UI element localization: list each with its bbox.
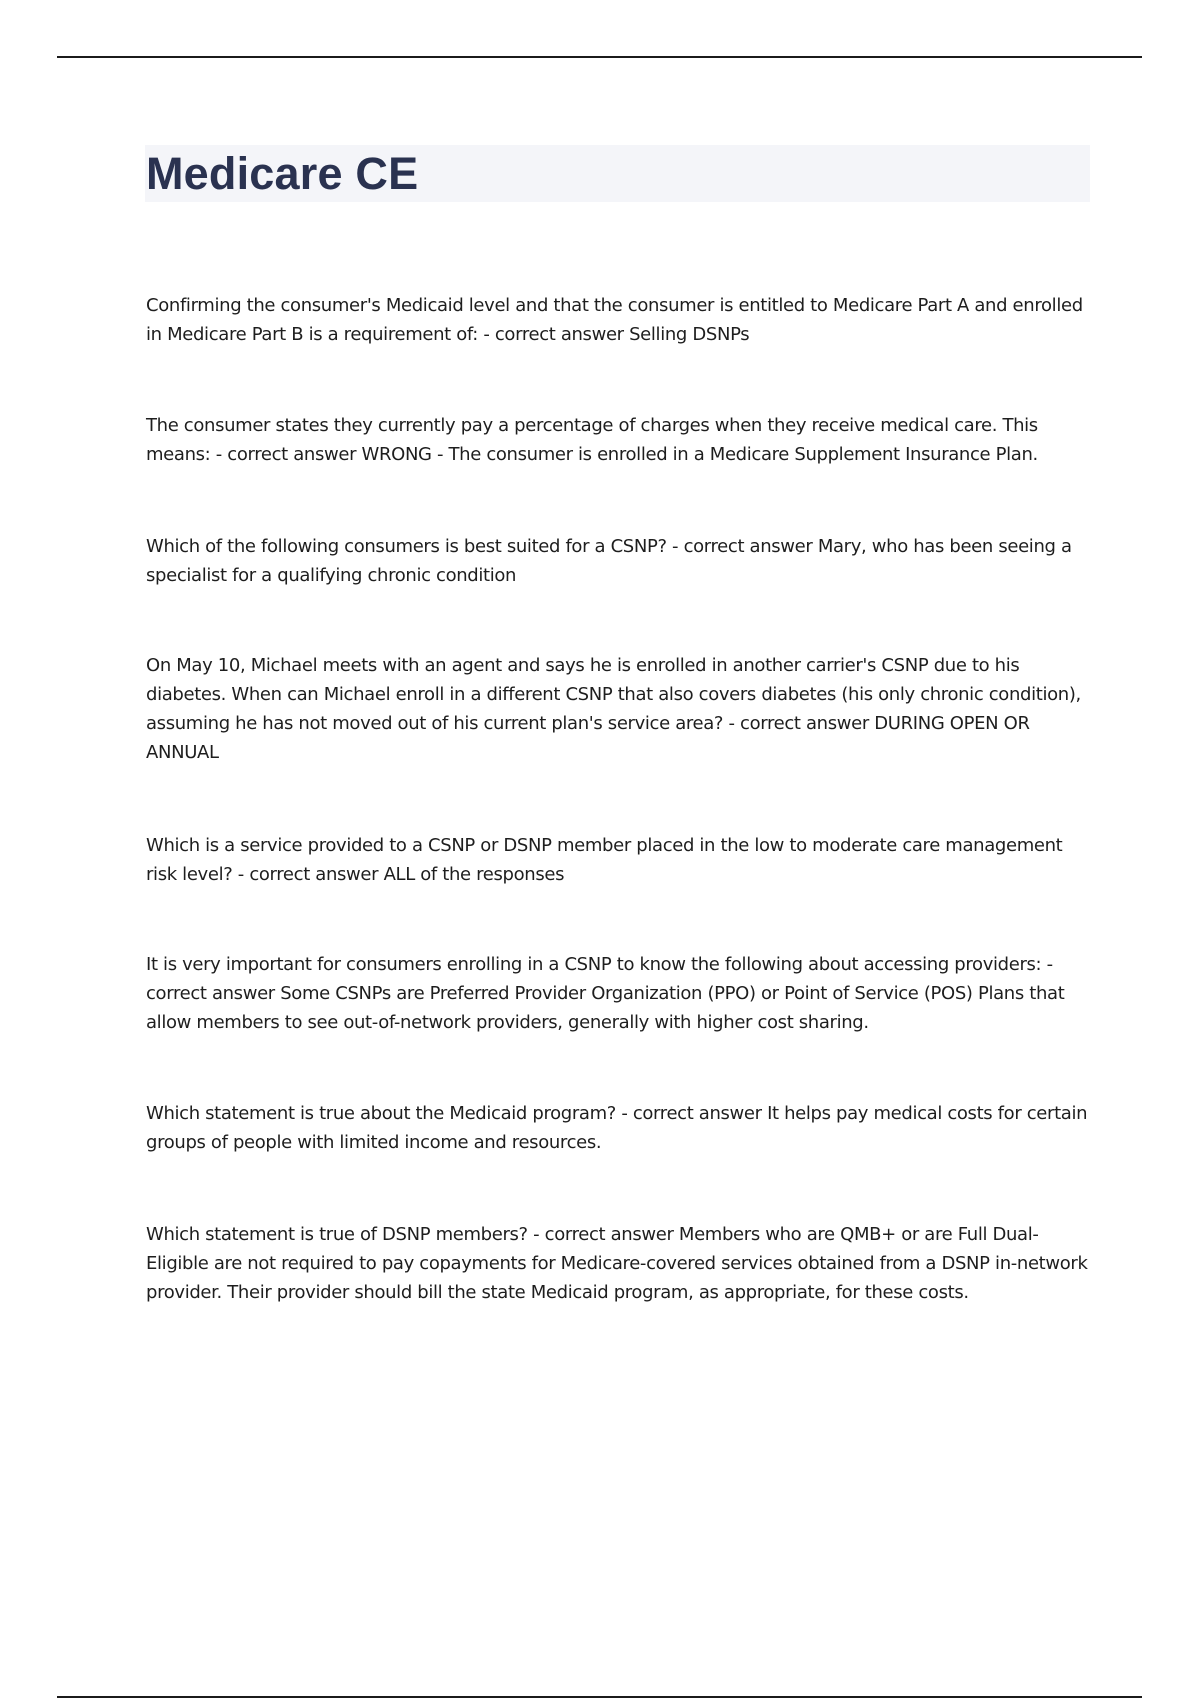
answer-text: WRONG - The consumer is enrolled in a Medicare Supplement Insurance Plan. xyxy=(361,444,1038,465)
qa-item xyxy=(146,831,1096,889)
question-text: Which is a service provided to a CSNP or DSNP member placed in the low to moderate care management risk level? xyxy=(146,835,1063,885)
answer-text: Members who are QMB+ or are Full Dual-Eligible are not required to pay copayments for Medicare-covered services obtained from a DSNP in-network provider. Their provider should bill the state Medicaid program, as appropriate, for these costs. xyxy=(146,1224,1088,1303)
answer-separator: - correct answer xyxy=(477,324,630,345)
qa-item xyxy=(146,1220,1096,1307)
answer-separator: - correct answer xyxy=(210,444,362,465)
qa-item xyxy=(146,950,1096,1037)
qa-item xyxy=(146,291,1096,349)
question-text: Which statement is true about the Medicaid program? xyxy=(146,1103,616,1124)
answer-separator: - correct answer xyxy=(723,713,875,734)
top-rule xyxy=(57,56,1142,58)
question-text: Which statement is true of DSNP members? xyxy=(146,1224,528,1245)
answer-text: Mary, who has been seeing a specialist for a qualifying chronic condition xyxy=(146,536,1072,586)
question-text: Confirming the consumer's Medicaid level and that the consumer is entitled to Medicare Part A and enrolled in Medicare Part B is a requirement of: xyxy=(146,295,1083,345)
answer-separator: - correct answer xyxy=(146,954,1053,1004)
question-text: It is very important for consumers enrolling in a CSNP to know the following about accessing providers: xyxy=(146,954,1042,975)
question-text: Which of the following consumers is best suited for a CSNP? xyxy=(146,536,667,557)
bottom-rule xyxy=(57,1696,1142,1698)
answer-text: Selling DSNPs xyxy=(629,324,750,345)
question-text: On May 10, Michael meets with an agent and says he is enrolled in another carrier's CSNP due to his diabetes. When can Michael enroll in a different CSNP that also covers diabetes (his only chronic condition), assuming he has not moved out of his current plan's service area? xyxy=(146,655,1081,734)
qa-item xyxy=(146,651,1096,767)
answer-text: ALL of the responses xyxy=(383,864,565,885)
answer-text: Some CSNPs are Preferred Provider Organization (PPO) or Point of Service (POS) Plans that allow members to see out-of-network providers, generally with higher cost sharing. xyxy=(146,983,1065,1033)
answer-text: It helps pay medical costs for certain groups of people with limited income and resources. xyxy=(146,1103,1088,1153)
answer-separator: - correct answer xyxy=(232,864,384,885)
page-title: Medicare CE xyxy=(146,148,419,199)
question-text: The consumer states they currently pay a percentage of charges when they receive medical care. This means: xyxy=(146,415,1038,465)
answer-separator: - correct answer xyxy=(527,1224,679,1245)
qa-item xyxy=(146,1099,1096,1157)
answer-separator: - correct answer xyxy=(615,1103,768,1124)
answer-separator: - correct answer xyxy=(666,536,818,557)
qa-item xyxy=(146,411,1096,469)
answer-text: DURING OPEN OR ANNUAL xyxy=(146,713,1030,763)
qa-item xyxy=(146,532,1096,590)
